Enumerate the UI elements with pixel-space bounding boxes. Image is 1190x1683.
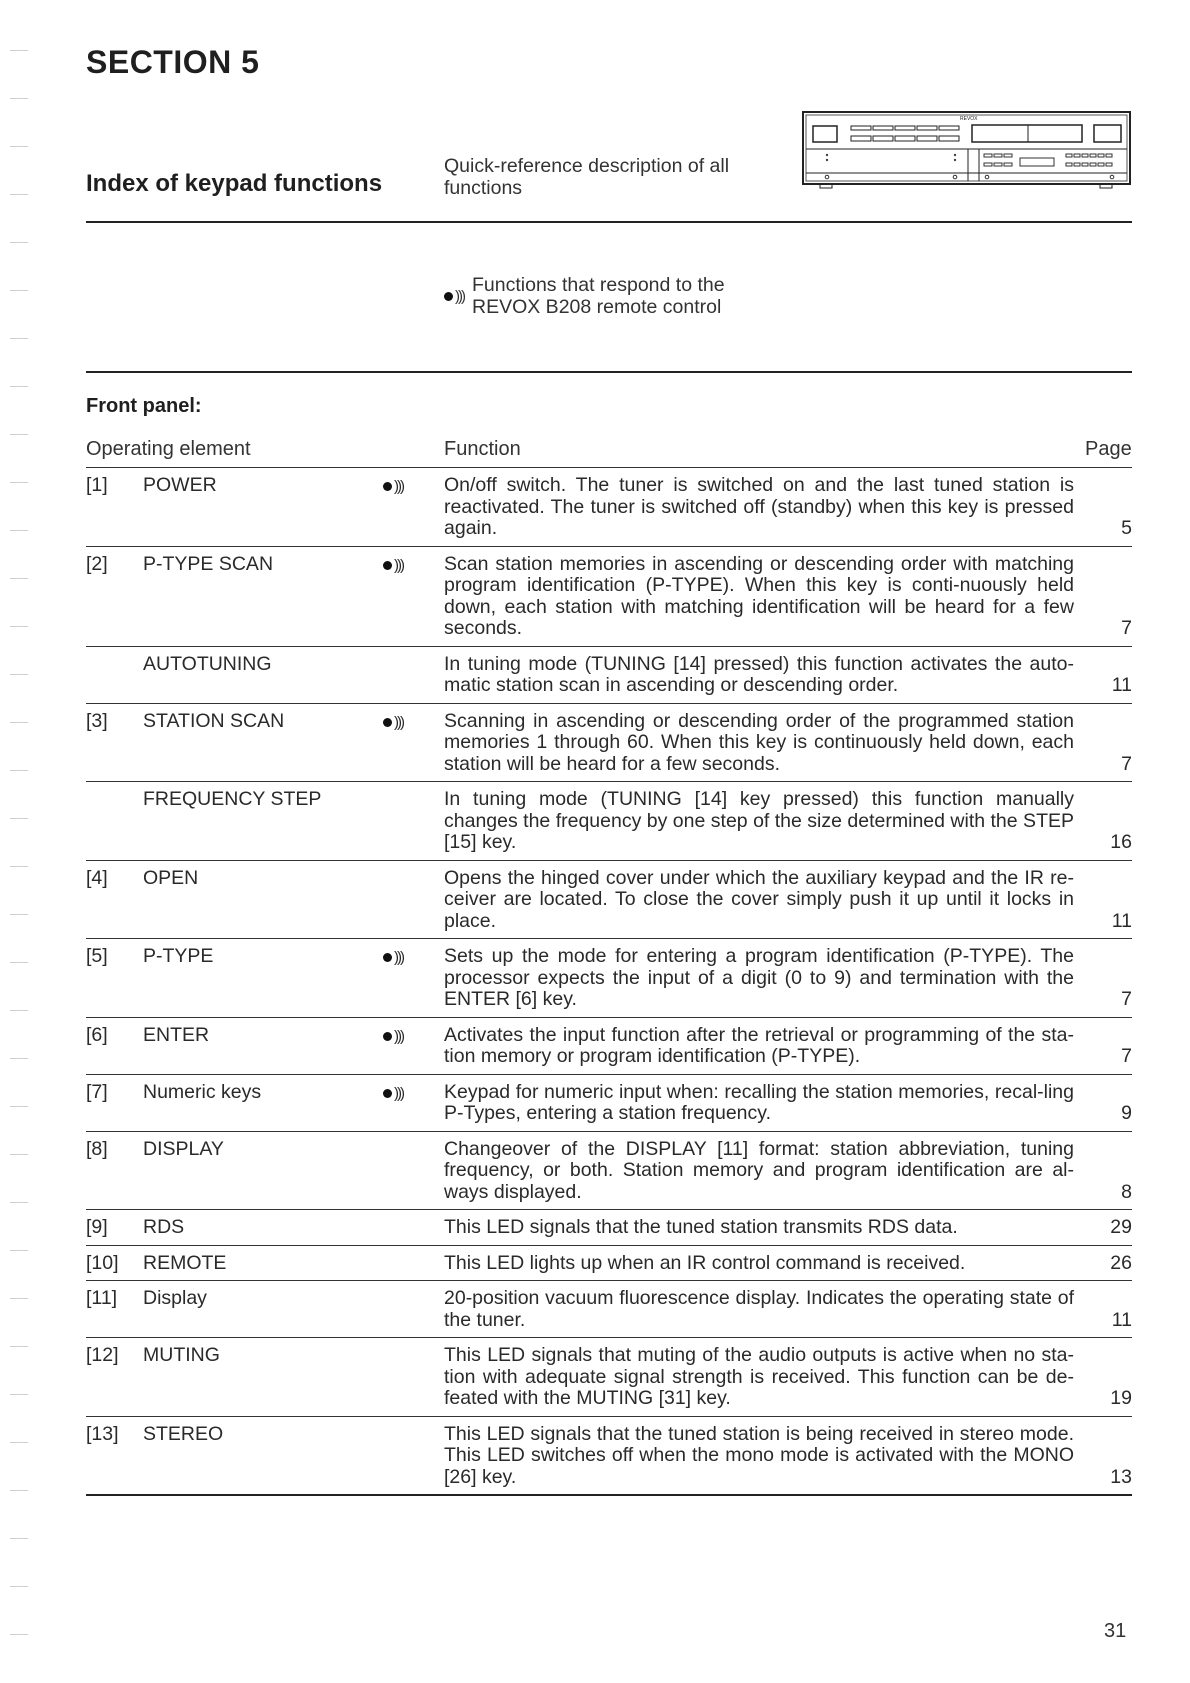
element-name: P-TYPE SCAN: [143, 546, 383, 646]
function-description: Scanning in ascending or descending order of the programmed station memories 1 through 60. When this key is continuously held down, each station will be heard for a few seconds.: [444, 703, 1080, 782]
table-row: [86, 646, 1132, 703]
element-name: AUTOTUNING: [143, 646, 383, 703]
margin-tick: [10, 1010, 28, 1011]
column-header-page: Page: [1085, 438, 1132, 460]
function-description: Changeover of the DISPLAY [11] format: station abbreviation, tuning frequency, or both. Station memory and program identification are al-ways displayed.: [444, 1131, 1080, 1210]
margin-tick: [10, 914, 28, 915]
page-reference: 7: [1080, 546, 1132, 646]
margin-tick: [10, 866, 28, 867]
element-number: [4]: [86, 860, 143, 939]
table-row: [86, 1416, 1132, 1495]
element-number: [12]: [86, 1338, 143, 1417]
margin-tick: [10, 1250, 28, 1251]
margin-tick: [10, 674, 28, 675]
front-panel-heading: Front panel:: [86, 395, 202, 417]
element-name: STATION SCAN: [143, 703, 383, 782]
remote-cell: [383, 646, 444, 703]
table-row: [86, 703, 1132, 782]
element-name: STEREO: [143, 1416, 383, 1495]
function-description: Scan station memories in ascending or descending order with matching program identification (P-TYPE). When this key is conti-nuously held down, each station with matching identification will be heard for a few seconds.: [444, 546, 1080, 646]
remote-cell: [383, 1017, 444, 1074]
remote-control-icon: ))): [383, 715, 403, 730]
function-description: 20-position vacuum fluorescence display. Indicates the operating state of the tuner.: [444, 1281, 1080, 1338]
margin-tick: [10, 962, 28, 963]
table-row: [86, 1074, 1132, 1131]
table-row: [86, 468, 1132, 547]
remote-cell: [383, 468, 444, 547]
header-rule: [86, 221, 1132, 223]
table-row: [86, 1131, 1132, 1210]
function-description: Opens the hinged cover under which the auxiliary keypad and the IR re-ceiver are located. To close the cover simply push it up until it locks in place.: [444, 860, 1080, 939]
element-name: POWER: [143, 468, 383, 547]
page-reference: 7: [1080, 703, 1132, 782]
section-heading: SECTION 5: [86, 44, 260, 80]
element-number: [7]: [86, 1074, 143, 1131]
margin-tick: [10, 434, 28, 435]
remote-cell: [383, 1281, 444, 1338]
remote-cell: [383, 939, 444, 1018]
remote-cell: [383, 1210, 444, 1246]
table-row: [86, 782, 1132, 861]
page-reference: 16: [1080, 782, 1132, 861]
element-name: MUTING: [143, 1338, 383, 1417]
function-description: This LED signals that the tuned station is being received in stereo mode. This LED switches off when the mono mode is activated with the MONO [26] key.: [444, 1416, 1080, 1495]
element-number: [86, 646, 143, 703]
margin-tick: [10, 1154, 28, 1155]
margin-tick: [10, 1298, 28, 1299]
remote-control-icon: ))): [383, 479, 403, 494]
margin-tick: [10, 1346, 28, 1347]
margin-tick: [10, 1490, 28, 1491]
function-description: Activates the input function after the retrieval or programming of the sta-tion memory or program identification (P-TYPE).: [444, 1017, 1080, 1074]
remote-cell: [383, 1131, 444, 1210]
remote-control-icon: ))): [383, 1086, 403, 1101]
margin-tick: [10, 194, 28, 195]
element-name: ENTER: [143, 1017, 383, 1074]
element-number: [6]: [86, 1017, 143, 1074]
table-row: [86, 546, 1132, 646]
margin-tick: [10, 386, 28, 387]
element-name: OPEN: [143, 860, 383, 939]
element-number: [9]: [86, 1210, 143, 1246]
element-number: [10]: [86, 1245, 143, 1281]
margin-tick: [10, 1442, 28, 1443]
margin-tick: [10, 242, 28, 243]
element-name: P-TYPE: [143, 939, 383, 1018]
page-reference: 9: [1080, 1074, 1132, 1131]
page-reference: 8: [1080, 1131, 1132, 1210]
margin-tick: [10, 290, 28, 291]
page-reference: 29: [1080, 1210, 1132, 1246]
page-title: Index of keypad functions: [86, 170, 383, 197]
margin-tick: [10, 530, 28, 531]
page-reference: 19: [1080, 1338, 1132, 1417]
remote-control-icon: ))): [383, 950, 403, 965]
function-description: In tuning mode (TUNING [14] pressed) this function activates the auto-matic station scan in ascending or descending order.: [444, 646, 1080, 703]
element-name: RDS: [143, 1210, 383, 1246]
subtitle: Quick-reference description of all functions: [444, 155, 730, 199]
device-brand: REVOX: [960, 116, 978, 122]
page-reference: 26: [1080, 1245, 1132, 1281]
function-description: On/off switch. The tuner is switched on and the last tuned station is reactivated. The tuner is switched off (standby) when this key is pressed again.: [444, 468, 1080, 547]
element-name: Numeric keys: [143, 1074, 383, 1131]
element-number: [3]: [86, 703, 143, 782]
margin-tick: [10, 482, 28, 483]
margin-tick: [10, 722, 28, 723]
remote-cell: [383, 1074, 444, 1131]
page-reference: 11: [1080, 860, 1132, 939]
margin-tick: [10, 1586, 28, 1587]
element-name: DISPLAY: [143, 1131, 383, 1210]
page-reference: 11: [1080, 1281, 1132, 1338]
remote-cell: [383, 703, 444, 782]
element-number: [1]: [86, 468, 143, 547]
table-row: [86, 1338, 1132, 1417]
function-description: This LED signals that muting of the audio outputs is active when no sta-tion with adequate signal strength is received. This function can be de-feated with the MUTING [31] key.: [444, 1338, 1080, 1417]
margin-tick: [10, 1202, 28, 1203]
page-reference: 7: [1080, 1017, 1132, 1074]
element-number: [86, 782, 143, 861]
page-reference: 7: [1080, 939, 1132, 1018]
element-number: [5]: [86, 939, 143, 1018]
page-number: 31: [1104, 1620, 1127, 1642]
column-header-function: Function: [444, 438, 521, 460]
table-row: [86, 860, 1132, 939]
margin-tick: [10, 626, 28, 627]
margin-tick: [10, 1394, 28, 1395]
remote-cell: [383, 1338, 444, 1417]
margin-tick: [10, 818, 28, 819]
function-description: This LED signals that the tuned station transmits RDS data.: [444, 1210, 1080, 1246]
legend-rule: [86, 371, 1132, 373]
remote-cell: [383, 1416, 444, 1495]
table-row: [86, 939, 1132, 1018]
remote-legend-text: Functions that respond to the REVOX B208 remote control: [472, 274, 725, 318]
function-description: Keypad for numeric input when: recalling the station memories, recal-ling P-Types, entering a station frequency.: [444, 1074, 1080, 1131]
element-number: [8]: [86, 1131, 143, 1210]
margin-tick: [10, 50, 28, 51]
remote-cell: [383, 782, 444, 861]
margin-tick: [10, 1538, 28, 1539]
margin-tick: [10, 1106, 28, 1107]
element-name: REMOTE: [143, 1245, 383, 1281]
margin-tick: [10, 1634, 28, 1635]
element-number: [2]: [86, 546, 143, 646]
remote-cell: [383, 860, 444, 939]
remote-cell: [383, 546, 444, 646]
page-reference: 11: [1080, 646, 1132, 703]
table-row: [86, 1017, 1132, 1074]
element-name: Display: [143, 1281, 383, 1338]
table-row: [86, 1210, 1132, 1246]
margin-tick: [10, 578, 28, 579]
page-reference: 5: [1080, 468, 1132, 547]
element-name: FREQUENCY STEP: [143, 782, 383, 861]
remote-control-icon: ))): [444, 274, 464, 318]
tuner-front-panel-illustration: [802, 111, 1131, 191]
remote-control-icon: ))): [383, 558, 403, 573]
remote-legend: [444, 274, 772, 318]
remote-control-icon: ))): [383, 1029, 403, 1044]
function-description: In tuning mode (TUNING [14] key pressed) this function manually changes the frequency by one step of the size determined with the STEP [15] key.: [444, 782, 1080, 861]
table-row: [86, 1281, 1132, 1338]
front-panel-function-table: [86, 467, 1132, 1496]
element-number: [13]: [86, 1416, 143, 1495]
page-reference: 13: [1080, 1416, 1132, 1495]
margin-tick: [10, 1058, 28, 1059]
margin-tick: [10, 770, 28, 771]
column-header-element: Operating element: [86, 438, 251, 460]
remote-cell: [383, 1245, 444, 1281]
margin-tick: [10, 338, 28, 339]
margin-tick: [10, 98, 28, 99]
function-description: Sets up the mode for entering a program identification (P-TYPE). The processor expects the input of a digit (0 to 9) and termination with the ENTER [6] key.: [444, 939, 1080, 1018]
element-number: [11]: [86, 1281, 143, 1338]
table-row: [86, 1245, 1132, 1281]
function-description: This LED lights up when an IR control command is received.: [444, 1245, 1080, 1281]
margin-tick: [10, 146, 28, 147]
